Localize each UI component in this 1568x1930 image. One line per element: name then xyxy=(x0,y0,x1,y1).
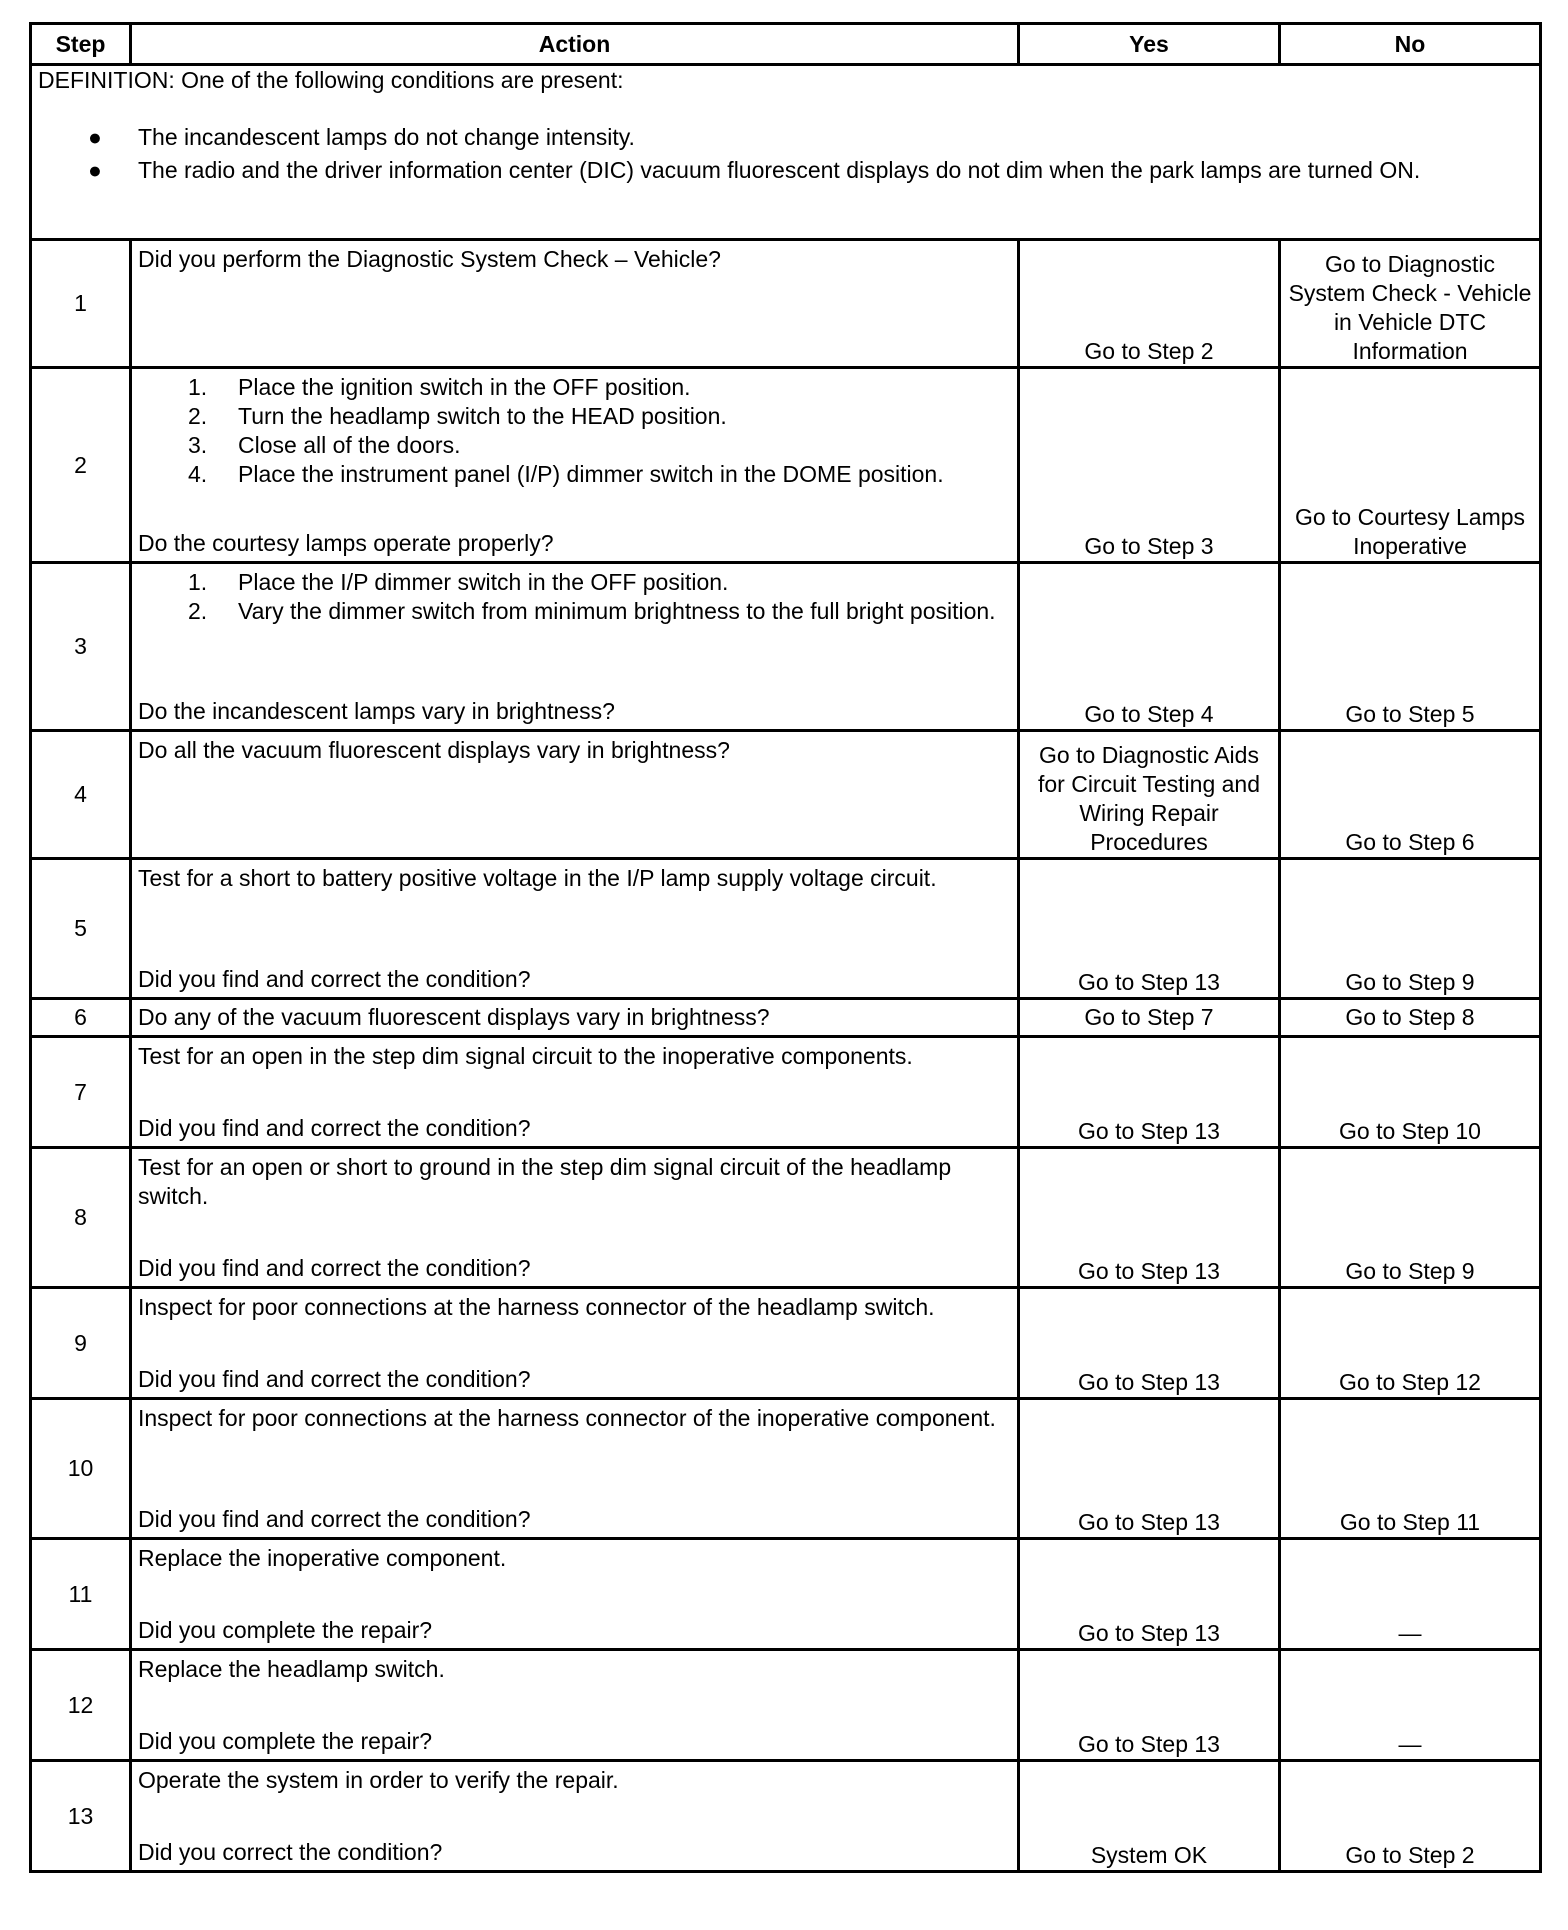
action-text: Do any of the vacuum fluorescent displays vary in brightness? xyxy=(138,1004,770,1030)
header-step: Step xyxy=(31,24,131,65)
action-list-item: 1. Place the I/P dimmer switch in the OFF position. xyxy=(188,569,729,595)
no-cell: — xyxy=(1280,1650,1541,1761)
action-cell xyxy=(131,859,1019,999)
action-text: Do all the vacuum fluorescent displays vary in brightness? xyxy=(138,737,730,763)
question-text: Did you find and correct the condition? xyxy=(138,1255,531,1281)
bullet-icon: ● xyxy=(88,157,102,183)
action-list-item: 2. Turn the headlamp switch to the HEAD position. xyxy=(188,403,727,429)
yes-cell: Go to Step 13 xyxy=(1019,1399,1280,1539)
definition-text: DEFINITION: One of the following conditions are present: xyxy=(38,67,624,93)
action-cell xyxy=(131,731,1019,859)
no-cell: Go to Step 12 xyxy=(1280,1288,1541,1399)
step-number: 9 xyxy=(31,1288,131,1399)
step-number: 3 xyxy=(31,563,131,731)
action-text: Operate the system in order to verify the repair. xyxy=(138,1767,619,1793)
header-row xyxy=(31,24,1541,65)
no-cell: Go to Diagnostic System Check - Vehicle in Vehicle DTC Information xyxy=(1280,240,1541,368)
yes-cell: Go to Step 3 xyxy=(1019,368,1280,563)
action-text: Inspect for poor connections at the harness connector of the inoperative component. xyxy=(138,1405,996,1431)
yes-cell: System OK xyxy=(1019,1761,1280,1872)
step-row xyxy=(31,1288,1541,1399)
bullet-icon: ● xyxy=(88,124,102,150)
action-cell xyxy=(131,1650,1019,1761)
yes-cell: Go to Diagnostic Aids for Circuit Testing and Wiring Repair Procedures xyxy=(1019,731,1280,859)
definition-bullet xyxy=(38,156,1533,185)
action-cell xyxy=(131,1037,1019,1148)
header-yes: Yes xyxy=(1019,24,1280,65)
step-number: 2 xyxy=(31,368,131,563)
step-row xyxy=(31,240,1541,368)
step-row xyxy=(31,1761,1541,1872)
header-no: No xyxy=(1280,24,1541,65)
action-cell xyxy=(131,563,1019,731)
step-row xyxy=(31,1148,1541,1288)
action-cell xyxy=(131,240,1019,368)
action-list-item: 4. Place the instrument panel (I/P) dimmer switch in the DOME position. xyxy=(188,461,944,487)
action-text: Test for an open or short to ground in the step dim signal circuit of the headlamp switch. xyxy=(138,1154,952,1209)
action-list-item: 2. Vary the dimmer switch from minimum brightness to the full bright position. xyxy=(188,598,996,624)
yes-cell: Go to Step 13 xyxy=(1019,1539,1280,1650)
no-cell: Go to Courtesy Lamps Inoperative xyxy=(1280,368,1541,563)
step-number: 5 xyxy=(31,859,131,999)
action-list xyxy=(138,568,1011,626)
yes-cell: Go to Step 13 xyxy=(1019,1650,1280,1761)
step-row xyxy=(31,368,1541,563)
question-text: Did you correct the condition? xyxy=(138,1839,443,1865)
step-row xyxy=(31,859,1541,999)
action-text: Inspect for poor connections at the harness connector of the headlamp switch. xyxy=(138,1294,935,1320)
step-number: 6 xyxy=(31,999,131,1037)
action-text: Replace the inoperative component. xyxy=(138,1545,507,1571)
question-text: Do the incandescent lamps vary in brightness? xyxy=(138,698,615,724)
definition-row xyxy=(31,65,1541,240)
definition-list xyxy=(38,123,1533,185)
step-number: 12 xyxy=(31,1650,131,1761)
definition-cell xyxy=(31,65,1541,240)
no-cell: Go to Step 5 xyxy=(1280,563,1541,731)
action-cell xyxy=(131,1148,1019,1288)
action-cell xyxy=(131,999,1019,1037)
action-text: Replace the headlamp switch. xyxy=(138,1656,445,1682)
yes-cell: Go to Step 2 xyxy=(1019,240,1280,368)
header-action: Action xyxy=(131,24,1019,65)
action-text: Test for an open in the step dim signal circuit to the inoperative components. xyxy=(138,1043,913,1069)
yes-cell: Go to Step 13 xyxy=(1019,1148,1280,1288)
no-cell: Go to Step 6 xyxy=(1280,731,1541,859)
yes-cell: Go to Step 13 xyxy=(1019,859,1280,999)
yes-cell: Go to Step 13 xyxy=(1019,1037,1280,1148)
action-list-item: 1. Place the ignition switch in the OFF position. xyxy=(188,374,691,400)
step-number: 1 xyxy=(31,240,131,368)
step-row xyxy=(31,1650,1541,1761)
action-cell xyxy=(131,368,1019,563)
no-cell: Go to Step 9 xyxy=(1280,859,1541,999)
step-number: 4 xyxy=(31,731,131,859)
action-cell xyxy=(131,1761,1019,1872)
question-text: Did you find and correct the condition? xyxy=(138,966,531,992)
no-cell: Go to Step 8 xyxy=(1280,999,1541,1037)
question-text: Did you find and correct the condition? xyxy=(138,1115,531,1141)
question-text: Did you find and correct the condition? xyxy=(138,1366,531,1392)
definition-bullet xyxy=(38,123,1533,152)
step-row xyxy=(31,1037,1541,1148)
action-cell xyxy=(131,1539,1019,1650)
action-text: Did you perform the Diagnostic System Check – Vehicle? xyxy=(138,246,721,272)
step-row xyxy=(31,999,1541,1037)
definition-bullet-text: The radio and the driver information center (DIC) vacuum fluorescent displays do not dim when the park lamps are turned ON. xyxy=(138,157,1421,183)
diagnostic-table xyxy=(29,22,1542,1873)
no-cell: Go to Step 2 xyxy=(1280,1761,1541,1872)
step-number: 13 xyxy=(31,1761,131,1872)
action-list-item: 3. Close all of the doors. xyxy=(188,432,461,458)
yes-cell: Go to Step 7 xyxy=(1019,999,1280,1037)
definition-bullet-text: The incandescent lamps do not change intensity. xyxy=(138,124,635,150)
question-text: Did you complete the repair? xyxy=(138,1728,433,1754)
question-text: Did you find and correct the condition? xyxy=(138,1506,531,1532)
step-number: 8 xyxy=(31,1148,131,1288)
yes-cell: Go to Step 4 xyxy=(1019,563,1280,731)
step-number: 7 xyxy=(31,1037,131,1148)
no-cell: Go to Step 11 xyxy=(1280,1399,1541,1539)
step-row xyxy=(31,1539,1541,1650)
yes-cell: Go to Step 13 xyxy=(1019,1288,1280,1399)
step-number: 11 xyxy=(31,1539,131,1650)
action-cell xyxy=(131,1399,1019,1539)
no-cell: Go to Step 10 xyxy=(1280,1037,1541,1148)
step-row xyxy=(31,1399,1541,1539)
action-list xyxy=(138,373,1011,489)
action-cell xyxy=(131,1288,1019,1399)
question-text: Did you complete the repair? xyxy=(138,1617,433,1643)
action-text: Test for a short to battery positive voltage in the I/P lamp supply voltage circuit. xyxy=(138,865,937,891)
question-text: Do the courtesy lamps operate properly? xyxy=(138,530,554,556)
step-row xyxy=(31,563,1541,731)
no-cell: Go to Step 9 xyxy=(1280,1148,1541,1288)
step-row xyxy=(31,731,1541,859)
no-cell: — xyxy=(1280,1539,1541,1650)
step-number: 10 xyxy=(31,1399,131,1539)
